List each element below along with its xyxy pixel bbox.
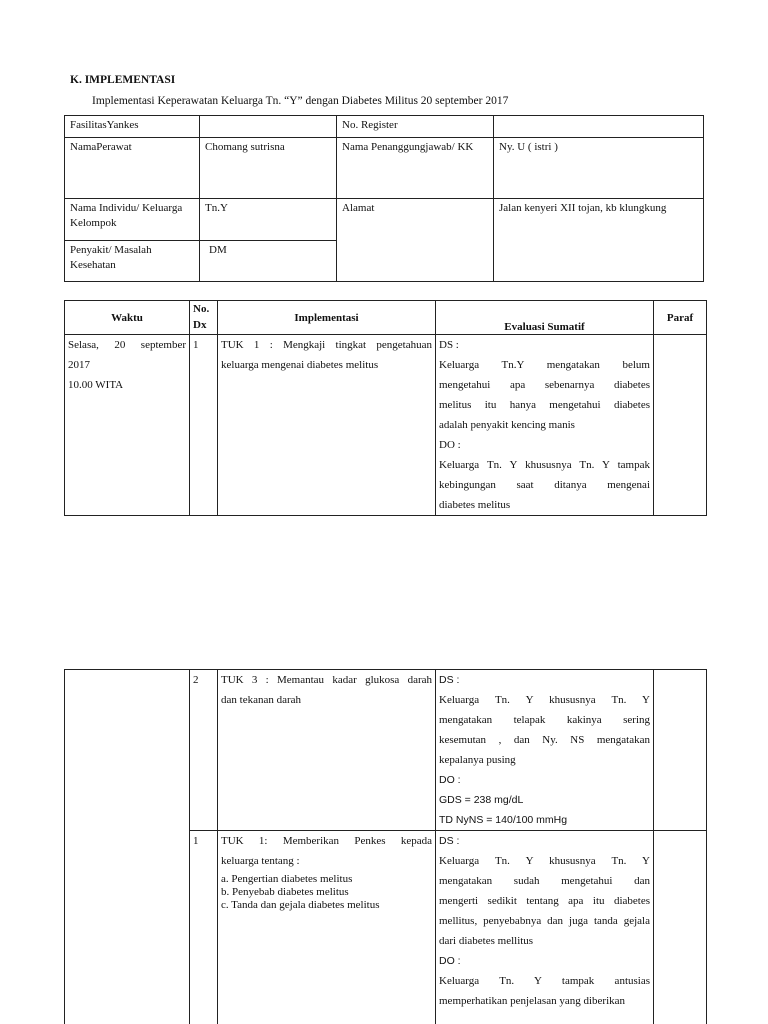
header-dx: Dx bbox=[193, 319, 207, 331]
row1-waktu-line: Selasa, 20 september bbox=[68, 339, 186, 351]
eval-line: dari diabetes mellitus bbox=[439, 935, 534, 947]
list-item: b. Penyebab diabetes melitus bbox=[221, 886, 349, 898]
eval-line: DO : bbox=[439, 955, 461, 967]
eval-line: melitus itu hanya mengetahui diabetes bbox=[439, 399, 650, 411]
list-item: c. Tanda dan gejala diabetes melitus bbox=[221, 899, 380, 911]
alamat-label: Alamat bbox=[337, 199, 494, 282]
row2-paraf bbox=[654, 670, 707, 831]
header-waktu: Waktu bbox=[65, 301, 190, 335]
implementation-table bbox=[64, 300, 707, 516]
row1-dx: 1 bbox=[190, 335, 218, 516]
individu-label: Nama Individu/ Keluarga Kelompok bbox=[65, 199, 200, 241]
list-item: a. Pengertian diabetes melitus bbox=[221, 873, 353, 885]
eval-line: adalah penyakit kencing manis bbox=[439, 419, 575, 431]
row2-implementasi bbox=[218, 670, 436, 831]
row1-impl-line: TUK 1 : Mengkaji tingkat pengetahuan bbox=[221, 339, 432, 351]
eval-line: kepalanya pusing bbox=[439, 754, 516, 766]
alamat-value: Jalan kenyeri XII tojan, kb klungkung bbox=[494, 199, 704, 282]
row3-impl-line: TUK 1: Memberikan Penkes kepada bbox=[221, 835, 432, 847]
penkes-topic-list bbox=[221, 873, 432, 912]
penyakit-label: Penyakit/ Masalah Kesehatan bbox=[65, 241, 200, 282]
section-subheading: Implementasi Keperawatan Keluarga Tn. “Y” dengan Diabetes Militus 20 september 2017 bbox=[92, 95, 509, 107]
header-paraf: Paraf bbox=[654, 301, 707, 335]
eval-line: DS : bbox=[439, 339, 459, 351]
eval-line: mengerti sedikit tentang apa itu diabetes bbox=[439, 895, 650, 907]
header-no: No. bbox=[193, 303, 210, 315]
penanggung-label: Nama Penanggungjawab/ KK bbox=[337, 138, 494, 199]
penyakit-value: DM bbox=[200, 241, 337, 282]
eval-line: kebingungan saat ditanya mengenai bbox=[439, 479, 650, 491]
row2-impl-line: dan tekanan darah bbox=[221, 694, 302, 706]
row1-paraf bbox=[654, 335, 707, 516]
eval-line: Keluarga Tn.Y mengatakan belum bbox=[439, 359, 650, 371]
row3-evaluasi bbox=[436, 831, 654, 1024]
info-table bbox=[64, 115, 704, 282]
row3-dx: 1 bbox=[190, 831, 218, 1024]
eval-line: kesemutan , dan Ny. NS mengatakan bbox=[439, 734, 650, 746]
eval-line: Keluarga Tn. Y khususnya Tn. Y bbox=[439, 694, 650, 706]
row2-waktu bbox=[65, 670, 190, 1024]
row2-evaluasi bbox=[436, 670, 654, 831]
fasilitas-value bbox=[200, 116, 337, 138]
eval-line: mengatakan sudah mengetahui dan bbox=[439, 875, 650, 887]
eval-line: GDS = 238 mg/dL bbox=[439, 794, 524, 806]
eval-line: mellitus, penyebabnya dan juga tanda gejala bbox=[439, 915, 650, 927]
header-evaluasi: Evaluasi Sumatif bbox=[436, 301, 654, 335]
header-no-dx bbox=[190, 301, 218, 335]
row3-impl-line: keluarga tentang : bbox=[221, 855, 300, 867]
row1-waktu bbox=[65, 335, 190, 516]
row1-impl-line: keluarga mengenai diabetes melitus bbox=[221, 359, 379, 371]
row2-dx: 2 bbox=[190, 670, 218, 831]
fasilitas-label: FasilitasYankes bbox=[65, 116, 200, 138]
eval-line: mengatakan telapak kakinya sering bbox=[439, 714, 650, 726]
perawat-value: Chomang sutrisna bbox=[200, 138, 337, 199]
row1-implementasi bbox=[218, 335, 436, 516]
eval-line: Keluarga Tn. Y khususnya Tn. Y bbox=[439, 855, 650, 867]
eval-line: Keluarga Tn. Y tampak antusias bbox=[439, 975, 650, 987]
row2-impl-line: TUK 3 : Memantau kadar glukosa darah bbox=[221, 674, 432, 686]
penanggung-value: Ny. U ( istri ) bbox=[494, 138, 704, 199]
row3-paraf bbox=[654, 831, 707, 1024]
header-implementasi: Implementasi bbox=[218, 301, 436, 335]
perawat-label: NamaPerawat bbox=[65, 138, 200, 199]
register-value bbox=[494, 116, 704, 138]
implementation-table-continued bbox=[64, 669, 707, 1024]
row1-waktu-year: 2017 bbox=[68, 359, 90, 371]
row3-implementasi bbox=[218, 831, 436, 1024]
individu-value: Tn.Y bbox=[200, 199, 337, 241]
register-label: No. Register bbox=[337, 116, 494, 138]
eval-line: diabetes melitus bbox=[439, 499, 511, 511]
eval-line: DS : bbox=[439, 674, 460, 686]
row1-waktu-time: 10.00 WITA bbox=[68, 379, 124, 391]
eval-line: DS : bbox=[439, 835, 460, 847]
eval-line: DO : bbox=[439, 774, 461, 786]
row1-evaluasi bbox=[436, 335, 654, 516]
eval-line: mengetahui apa sebenarnya diabetes bbox=[439, 379, 650, 391]
eval-line: memperhatikan penjelasan yang diberikan bbox=[439, 995, 626, 1007]
eval-line: Keluarga Tn. Y khususnya Tn. Y tampak bbox=[439, 459, 650, 471]
section-heading: K. IMPLEMENTASI bbox=[70, 74, 176, 86]
eval-line: DO : bbox=[439, 439, 461, 451]
eval-line: TD NyNS = 140/100 mmHg bbox=[439, 814, 568, 826]
